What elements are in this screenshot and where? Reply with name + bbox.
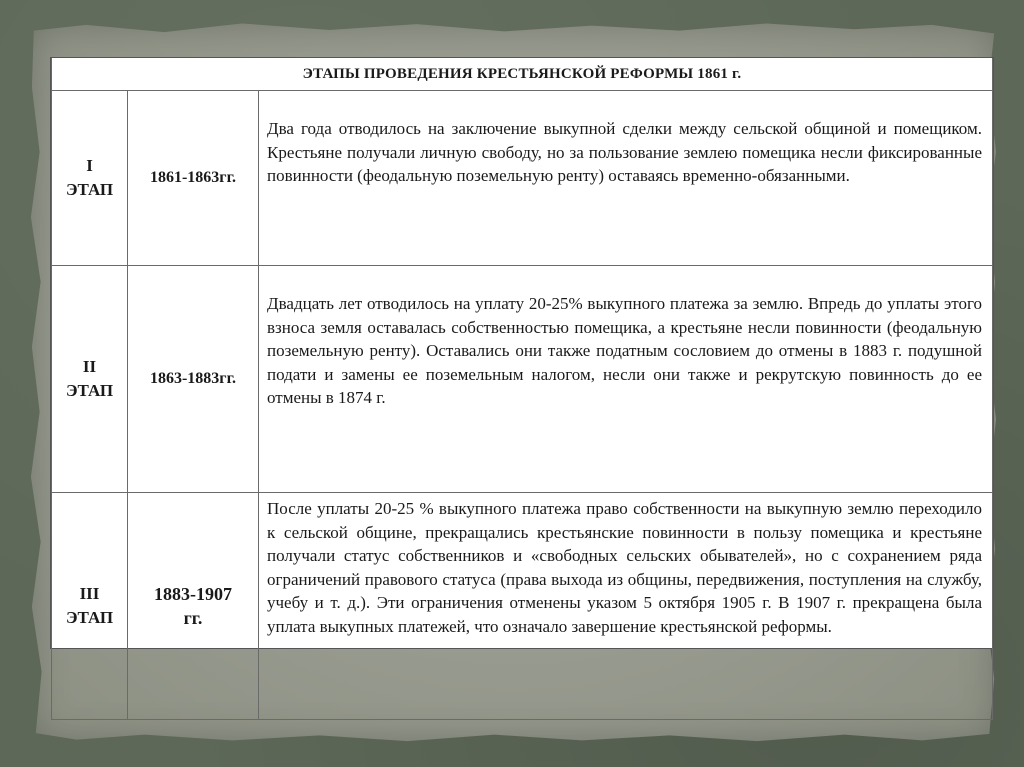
period-cell: 1861-1863гг. [128,91,259,266]
stage-label: ЭТАП [65,608,114,627]
stage-number: I [86,156,93,175]
table-row [52,266,993,493]
period-suffix: гг. [183,608,203,628]
reform-stages-table [51,58,993,720]
table-title: ЭТАПЫ ПРОВЕДЕНИЯ КРЕСТЬЯНСКОЙ РЕФОРМЫ 1861 г. [52,58,993,91]
table-row [52,493,993,720]
reform-stages-table-container [50,57,994,649]
table-row [52,91,993,266]
description-cell: После уплаты 20-25 % выкупного платежа право собственности на выкупную землю переходило к сельской общине, прекращались крестьянские повинности в пользу помещика и крестьяне получали статус собственников и «свободных сельских обывателей», но с сохранением ряда ограничений правового статуса (права выхода из общины, передвижения, поступления на службу, учебу и т. д.). Эти ограничения отменены указом 5 октября 1905 г. В 1907 г. прекращена была уплата выкупных платежей, что означало завершение крестьянской реформы. [259,493,993,720]
description-cell: Двадцать лет отводилось на уплату 20-25% выкупного платежа за землю. Впредь до уплаты этого взноса земля оставалась собственностью помещика, а крестьяне несли повинности (феодальную поземельную ренту). Оставались они также податным сословием до отмены в 1883 г. подушной подати и замены ее поземельным налогом, несли они также и рекрутскую повинность до ее отмены в 1874 г. [259,266,993,493]
stage-cell [52,493,128,720]
period-cell [128,493,259,720]
table-title-row [52,58,993,91]
stage-number: II [82,357,97,376]
stage-cell [52,266,128,493]
stage-number: III [79,584,100,603]
stage-label: ЭТАП [65,381,114,400]
period-cell: 1863-1883гг. [128,266,259,493]
period-years: 1883-1907 [154,584,232,604]
description-cell: Два года отводилось на заключение выкупной сделки между сельской общиной и помещиком. Крестьяне получали личную свободу, но за пользование землею помещика несли фиксированные повинности (феодальную поземельную ренту) оставаясь временно-обязанными. [259,91,993,266]
stage-label: ЭТАП [65,180,114,199]
stage-cell [52,91,128,266]
